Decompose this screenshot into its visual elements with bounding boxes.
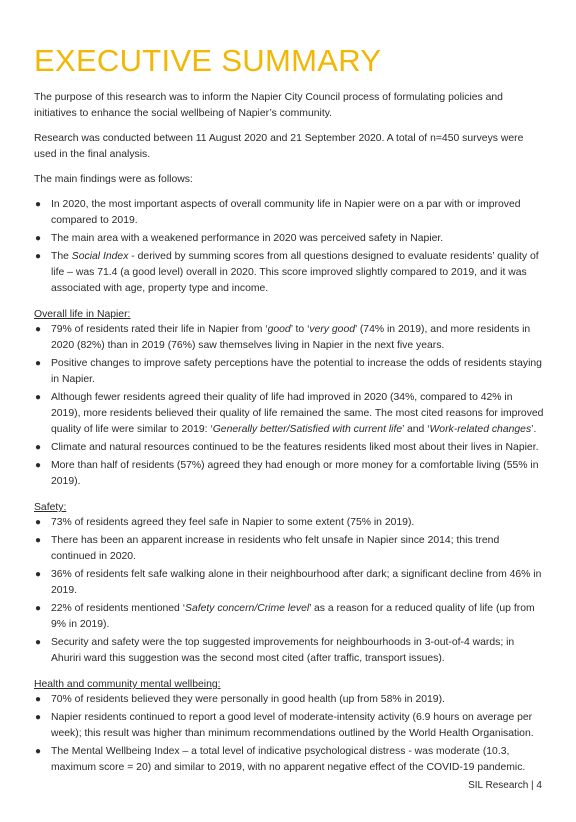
bullet-icon: ● (35, 746, 42, 757)
bullet-item (34, 692, 544, 708)
bullet-item (34, 197, 544, 229)
bullet-item (34, 710, 544, 742)
item-text: Napier residents continued to report a good level of moderate-intensity activity (6.9 hours on average per week); this result was higher than minimum recommendations outlined by the World Health Organisation. (51, 712, 534, 739)
bullet-icon: ● (35, 535, 42, 546)
bullet-icon: ● (35, 233, 42, 244)
item-text: Security and safety were the top suggested improvements for neighbourhoods in 3-out-of-4 wards; in Ahuriri ward this suggestion was the second most cited (after traffic, transport issues). (51, 637, 515, 664)
section-safety (34, 500, 544, 667)
item-text: 70% of residents believed they were personally in good health (up from 58% in 2019). (51, 694, 445, 705)
health-list (34, 692, 544, 776)
section-heading: Health and community mental wellbeing: (34, 679, 221, 690)
safety-list (34, 515, 544, 667)
bullet-item (34, 458, 544, 490)
item-text: ’. (531, 424, 537, 435)
bullet-icon: ● (35, 517, 42, 528)
bullet-item (34, 440, 544, 456)
bullet-item (34, 744, 544, 776)
item-text: ’ and ‘ (402, 424, 430, 435)
emphasis-text: good (267, 324, 291, 335)
emphasis-text: Safety concern/Crime level (185, 603, 310, 614)
bullet-item (34, 635, 544, 667)
bullet-item (34, 533, 544, 565)
item-text: More than half of residents (57%) agreed they had enough or more money for a comfortable living (55% in 2019). (51, 460, 539, 487)
bullet-icon: ● (35, 199, 42, 210)
bullet-item (34, 356, 544, 388)
section-health (34, 677, 544, 776)
emphasis-text: Work-related changes (429, 424, 532, 435)
item-text: The main area with a weakened performance in 2020 was perceived safety in Napier. (51, 233, 444, 244)
bullet-icon: ● (35, 358, 42, 369)
section-heading: Overall life in Napier: (34, 309, 131, 320)
bullet-item (34, 390, 544, 438)
bullet-icon: ● (35, 324, 42, 335)
item-text: 36% of residents felt safe walking alone in their neighbourhood after dark; a significant decline from 46% in 2019. (51, 569, 542, 596)
page-content (34, 44, 544, 779)
bullet-icon: ● (35, 712, 42, 723)
item-text: 22% of residents mentioned ‘ (51, 603, 186, 614)
overall-life-list (34, 322, 544, 490)
item-text: - derived by summing scores from all questions designed to evaluate residents’ quality of life – was 71.4 (a good level) overall in 2020. This score improved slightly compared to 2019, and it was associated with age, property type and income. (51, 251, 539, 294)
section-overall-life (34, 307, 544, 490)
bullet-item (34, 601, 544, 633)
item-text: 73% of residents agreed they feel safe in Napier to some extent (75% in 2019). (51, 517, 415, 528)
bullet-item (34, 515, 544, 531)
main-findings-list (34, 197, 544, 297)
bullet-item (34, 231, 544, 247)
bullet-icon: ● (35, 460, 42, 471)
bullet-icon: ● (35, 637, 42, 648)
item-text: There has been an apparent increase in residents who felt unsafe in Napier since 2014; this trend continued in 2020. (51, 535, 500, 562)
intro-paragraph: Research was conducted between 11 August 2020 and 21 September 2020. A total of n=450 surveys were used in the final analysis. (34, 133, 524, 160)
item-text: 79% of residents rated their life in Napier from ‘ (51, 324, 268, 335)
page-title: EXECUTIVE SUMMARY (34, 43, 382, 78)
item-text: The (51, 251, 72, 262)
item-text: ’ to ‘ (290, 324, 310, 335)
bullet-icon: ● (35, 569, 42, 580)
item-text: Although fewer residents agreed their quality of life had improved in 2020 (34%, compared to 42% in 2019), more residents believed their quality of life remained the same. The most cited reasons for improved quality of life were similar to 2019: ‘ (51, 392, 544, 435)
item-text: In 2020, the most important aspects of overall community life in Napier were on a par with or improved compared to 2019. (51, 199, 521, 226)
section-heading: Safety: (34, 502, 67, 513)
bullet-icon: ● (35, 251, 42, 262)
emphasis-text: Generally better/Satisfied with current life (212, 424, 403, 435)
item-text: The Mental Wellbeing Index – a total level of indicative psychological distress - was moderate (10.3, maximum score = 20) and similar to 2019, with no apparent negative effect of the COVID-19 pandemic. (51, 746, 526, 773)
bullet-icon: ● (35, 603, 42, 614)
item-text: Climate and natural resources continued to be the features residents liked most about their lives in Napier. (51, 442, 539, 453)
bullet-item (34, 567, 544, 599)
item-text: Positive changes to improve safety perceptions have the potential to increase the odds of residents staying in Napier. (51, 358, 542, 385)
item-text: ’ as a reason for a reduced quality of life (up from 9% in 2019). (51, 603, 535, 630)
bullet-icon: ● (35, 442, 42, 453)
bullet-icon: ● (35, 392, 42, 403)
intro-paragraph: The purpose of this research was to inform the Napier City Council process of formulating policies and initiatives to enhance the social wellbeing of Napier’s community. (34, 92, 503, 119)
emphasis-text: Social Index (71, 251, 129, 262)
emphasis-text: very good (309, 324, 356, 335)
bullet-item (34, 322, 544, 354)
page-footer: SIL Research | 4 (468, 780, 542, 791)
intro-paragraph: The main findings were as follows: (34, 174, 193, 185)
item-text: ’ (74% in 2019), and more residents in 2020 (82%) than in 2019 (76%) saw themselves living in Napier in the next five years. (51, 324, 531, 351)
bullet-icon: ● (35, 694, 42, 705)
bullet-item (34, 249, 544, 297)
